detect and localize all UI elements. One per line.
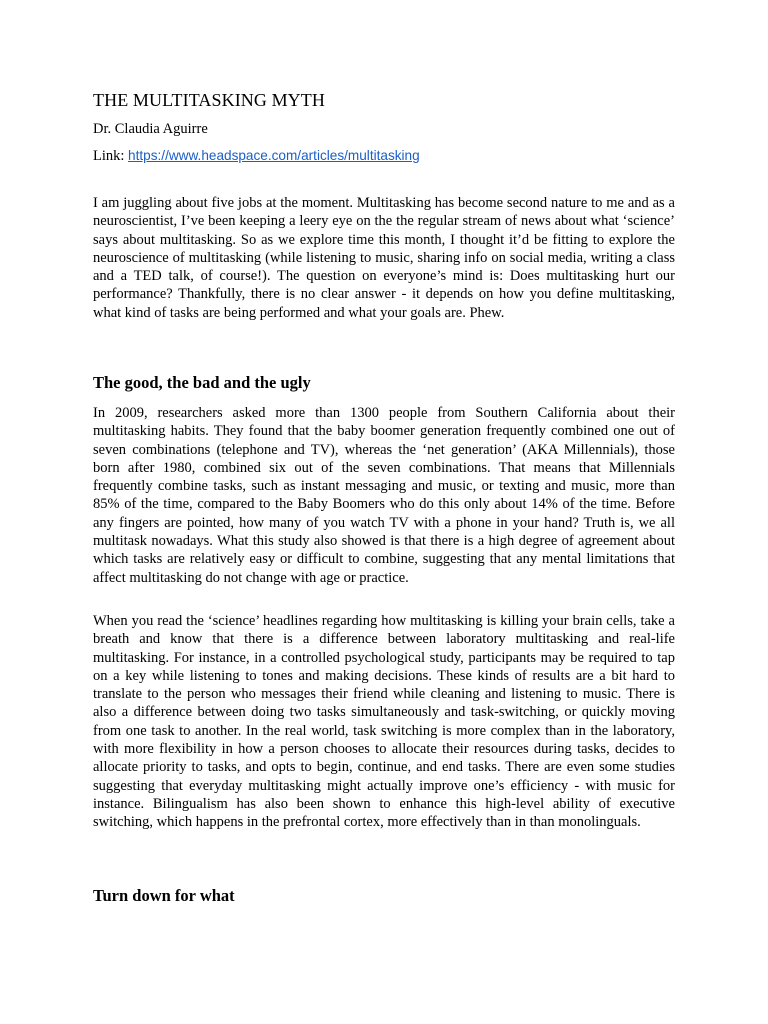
source-link[interactable]: https://www.headspace.com/articles/multitasking	[128, 148, 420, 163]
document-title: THE MULTITASKING MYTH	[93, 90, 325, 110]
body-paragraph: In 2009, researchers asked more than 1300 people from Southern California about their multitasking habits. They found that the baby boomer generation frequently combined one out of seven combinations (telephone and TV), whereas the ‘net generation’ (AKA Millennials), those born after 1980, combined six out of the seven combinations. That means that Millennials frequently combine tasks, such as instant messaging and music, or texting and music, more than 85% of the time, compared to the Baby Boomers who do this only about 14% of the time. Before any fingers are pointed, how many of you watch TV with a phone in your hand? Truth is, we all multitask nowadays. What this study also showed is that there is a high degree of agreement about which tasks are relatively easy or difficult to combine, suggesting that any mental limitations that affect multitasking do not change with age or practice.	[93, 405, 675, 586]
section-heading-good-bad-ugly: The good, the bad and the ugly	[93, 373, 311, 392]
section-heading-turn-down: Turn down for what	[93, 886, 235, 905]
author-name: Dr. Claudia Aguirre	[93, 121, 208, 137]
body-paragraph: When you read the ‘science’ headlines regarding how multitasking is killing your brain cells, take a breath and know that there is a difference between laboratory multitasking and real-life multitasking. For instance, in a controlled psychological study, participants may be required to tap on a key while listening to tones and making decisions. These kinds of results are a bit hard to translate to the person who messages their friend while cleaning and listening to music. There is also a difference between doing two tasks simultaneously and task-switching, or quickly moving from one task to another. In the real world, task switching is more complex than in the laboratory, with more flexibility in how a person chooses to allocate their resources during tasks, decides to allocate priority to tasks, and opts to begin, continue, and end tasks. There are even some studies suggesting that everyday multitasking might actually improve one’s efficiency - with music for instance. Bilingualism has also been shown to enhance this high-level ability of executive switching, which happens in the prefrontal cortex, more effectively than in than monolinguals.	[93, 613, 675, 831]
intro-paragraph: I am juggling about five jobs at the moment. Multitasking has become second nature to me and as a neuroscientist, I’ve been keeping a leery eye on the the regular stream of news about what ‘science’ says about multitasking. So as we explore time this month, I thought it’d be fitting to explore the neuroscience of multitasking (while listening to music, sharing info on social media, writing a class and a TED talk, of course!). The question on everyone’s mind is: Does multitasking hurt our performance? Thankfully, there is no clear answer - it depends on how you define multitasking, what kind of tasks are being performed and what your goals are. Phew.	[93, 195, 675, 321]
source-link-line	[93, 148, 420, 165]
link-label: Link:	[93, 148, 129, 164]
